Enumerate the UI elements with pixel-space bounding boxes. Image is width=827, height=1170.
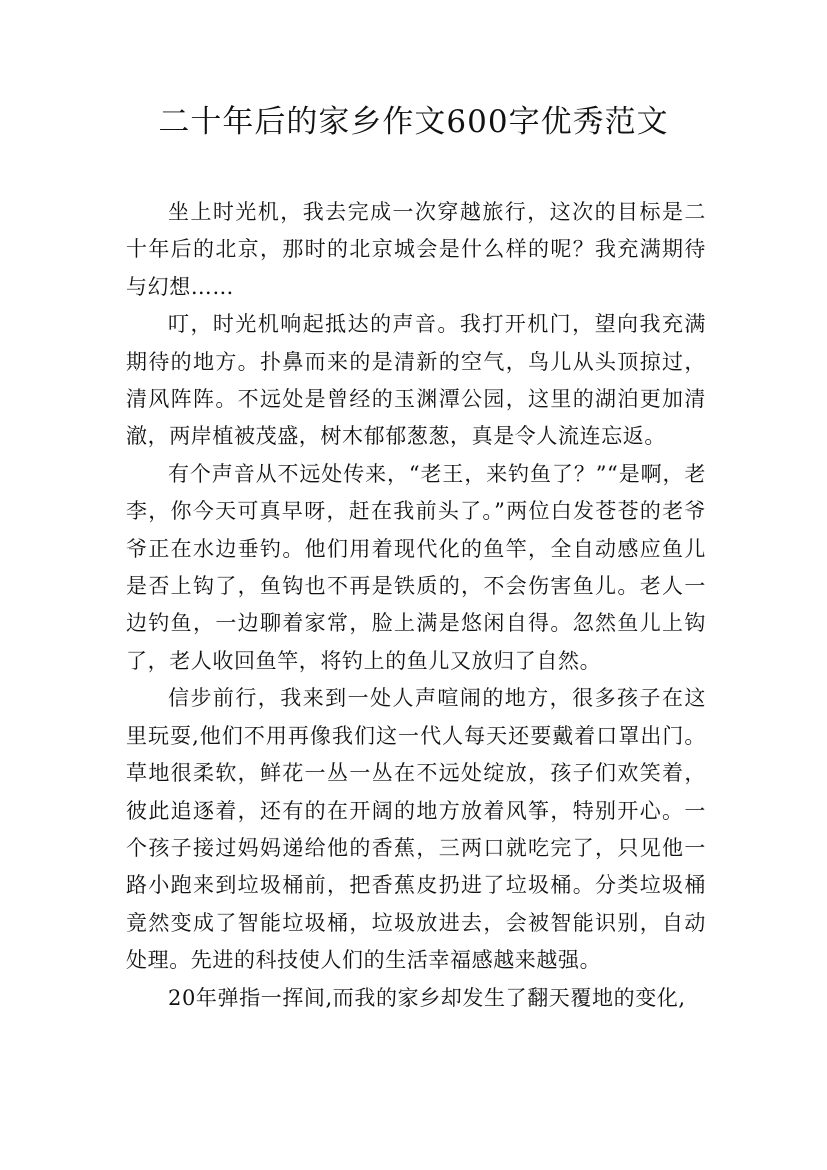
paragraph: 坐上时光机，我去完成一次穿越旅行，这次的目标是二十年后的北京，那时的北京城会是什么样的呢？我充满期待与幻想…… bbox=[126, 200, 706, 299]
document-title: 二十年后的家乡作文600字优秀范文 bbox=[158, 104, 669, 140]
paragraph: 有个声音从不远处传来，“老王，来钓鱼了？”“是啊，老李，你今天可真早呀，赶在我前头了。”两位白发苍苍的老爷爷正在水边垂钓。他们用着现代化的鱼竿，全自动感应鱼儿是否上钩了，鱼钩也不再是铁质的，不会伤害鱼儿。老人一边钓鱼，一边聊着家常，脸上满是悠闲自得。忽然鱼儿上钩了，老人收回鱼竿，将钓上的鱼儿又放归了自然。 bbox=[126, 461, 706, 673]
paragraph: 信步前行，我来到一处人声喧闹的地方，很多孩子在这里玩耍,他们不用再像我们这一代人每天还要戴着口罩出门。草地很柔软，鲜花一丛一丛在不远处绽放，孩子们欢笑着，彼此追逐着，还有的在开阔的地方放着风筝，特别开心。一个孩子接过妈妈递给他的香蕉，三两口就吃完了，只见他一路小跑来到垃圾桶前，把香蕉皮扔进了垃圾桶。分类垃圾桶竟然变成了智能垃圾桶，垃圾放进去，会被智能识别，自动处理。先进的科技使人们的生活幸福感越来越强。 bbox=[126, 686, 706, 973]
paragraph: 20年弹指一挥间,而我的家乡却发生了翻天覆地的变化, bbox=[168, 985, 686, 1010]
document-body bbox=[126, 194, 706, 1017]
paragraph: 叮，时光机响起抵达的声音。我打开机门，望向我充满期待的地方。扑鼻而来的是清新的空气，鸟儿从头顶掠过，清风阵阵。不远处是曾经的玉渊潭公园，这里的湖泊更加清澈，两岸植被茂盛，树木郁郁葱葱，真是令人流连忘返。 bbox=[126, 312, 706, 449]
